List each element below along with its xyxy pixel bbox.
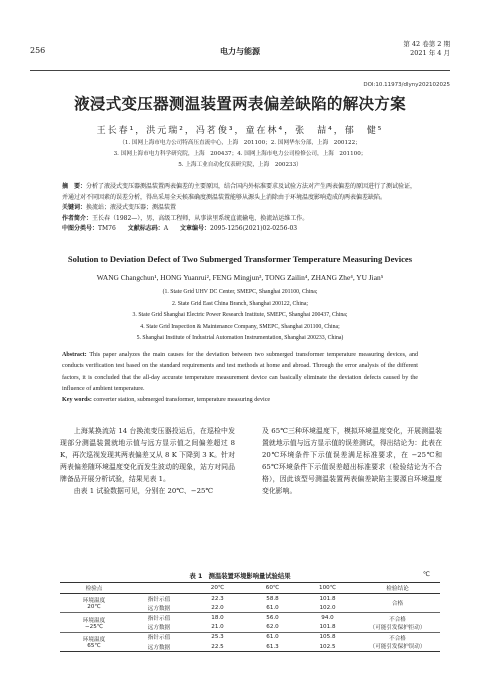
table-cell: 101.8 — [319, 595, 336, 602]
classification-row — [62, 224, 418, 235]
author-bio-label: 作者简介： — [62, 214, 93, 222]
table-cell: 61.0 — [266, 634, 279, 641]
table-cell: 94.0 — [321, 614, 334, 621]
table-cell: 102.0 — [300, 603, 355, 613]
results-table — [60, 582, 440, 652]
journal-name: 电力与能源 — [220, 47, 260, 56]
table-cell: 25.3 — [211, 634, 224, 641]
table-cell: 56.0 — [266, 614, 279, 621]
body-paragraph: 上海某换流站 14 台换流变压器投运后，在巡检中发现部分测温装置就地示值与远方显示值之间偏差超过 8 K，再次巡视发现其两表偏差又从 8 K 下降到 3 K。针对两表偏差随环境温度变化而发生波动的现象，站方对同品牌备品开展分析试验，结果见表 1。 — [60, 427, 235, 483]
keywords-zh-text: 换流站；液浸式变压器；测温装置 — [86, 204, 177, 211]
table-condition-cell: 环境温度 20℃ — [60, 594, 128, 613]
table-cell: 远方数据 — [128, 642, 190, 652]
table-cell: 18.0 — [211, 614, 224, 621]
table-row — [60, 613, 440, 623]
affiliation-line: 3. 国网上海市电力科学研究院，上海 200437；4. 国网上海市电力公司检修公司，上海 201100； — [113, 151, 367, 157]
table-cell: 22.5 — [190, 642, 245, 652]
body-column-left — [60, 425, 235, 497]
table-header-cell: 20℃ — [190, 583, 245, 594]
table-cell: 指针示值 — [147, 615, 171, 622]
table-cell: 61.3 — [245, 642, 300, 652]
table-header-row — [60, 583, 440, 594]
header-rule — [30, 70, 450, 71]
clc-code: 中图分类号：TM76 — [62, 225, 116, 232]
affiliation-line: 2. State Grid East China Branch, Shanghai 200122, China; — [171, 300, 309, 307]
abstract-en-text: This paper analyzes the main causes for the deviation between two submerged transformer temperature measuring devices, and conducts verification test based on the standard requirements and test methods at home and abroad. Through the error analysis of the different factors, it is concluded that the all-day accurate temperature measurement device can basically eliminate the deviation defects caused by the influence of ambient temperature. — [62, 352, 419, 392]
abstract-en-para — [62, 350, 418, 395]
issue-volume: 第 42 卷第 2 期 — [403, 40, 450, 48]
author-bio-zh — [62, 214, 418, 225]
keywords-en-text: converter station, submerged transformer, temperature measuring device — [93, 397, 271, 404]
abstract-zh-para — [62, 182, 418, 203]
affiliation-line: （1. 国网上海市电力公司特高压直流中心，上海 201100；2. 国网华东分部，上海 200122； — [119, 140, 361, 146]
doc-code: 文献标志码：A — [127, 225, 169, 232]
page-number: 256 — [30, 46, 46, 55]
table-cell: 远方数据 — [128, 603, 190, 613]
issue-date: 2021 年 4 月 — [410, 49, 450, 57]
table-cell: 远方数据 — [128, 623, 190, 633]
table-cell: 61.0 — [245, 603, 300, 613]
table-cell: 21.0 — [190, 623, 245, 633]
body-paragraph: 由表 1 试验数据可见，分别在 20℃、−25℃ — [73, 487, 214, 495]
body-column-right — [262, 425, 442, 497]
table-cell: 58.8 — [266, 595, 279, 602]
authors-en: WANG Changchun¹, HONG Yuanrui², FENG Mingjun³, TONG Zailin⁴, ZHANG Zhe⁴, YU Jian⁵ — [96, 273, 384, 282]
abstract-en — [62, 350, 418, 406]
table-condition-cell: 环境温度 65℃ — [60, 632, 128, 651]
table-caption: 表 1 测温装置环境影响量试验结果 — [189, 573, 291, 580]
table-header-cell: 60℃ — [245, 583, 300, 594]
keywords-en — [62, 395, 418, 406]
table-cell: 101.8 — [300, 623, 355, 633]
title-en: Solution to Deviation Defect of Two Submerged Transformer Temperature Measuring Devices — [67, 254, 413, 264]
affiliations-zh — [30, 138, 450, 171]
keywords-zh — [62, 203, 418, 214]
abstract-en-label: Abstract: — [62, 352, 87, 358]
affiliations-en — [30, 287, 450, 345]
affiliation-line: 5. Shanghai Institute of Industrial Automation Instrumentation, Shanghai 200233, China) — [136, 335, 344, 341]
table-row — [60, 594, 440, 604]
keywords-en-label: Key words: — [62, 397, 92, 404]
table-cell: 22.3 — [211, 595, 224, 602]
table-header-cell: 100℃ — [300, 583, 355, 594]
table-row — [60, 632, 440, 642]
table-header-cell: 检验结论 — [355, 583, 440, 594]
running-header — [30, 40, 450, 68]
affiliation-line: (1. State Grid UHV DC Center, SMEPC, Shanghai 201100, China; — [162, 289, 318, 295]
table-cell: 105.8 — [319, 634, 336, 641]
author-bio-text: 王长春（1982—），男，高级工程师，从事读里系统直流输电、换流站运维工作。 — [92, 214, 309, 222]
affiliation-line: 4. State Grid Inspection & Maintenance Company, SMEPC, Shanghai 201100, China; — [140, 323, 340, 330]
table-condition-cell: 环境温度 −25℃ — [60, 613, 128, 632]
table-header-cell: 检验点 — [60, 583, 128, 594]
title-zh: 液浸式变压器测温装置两表偏差缺陷的解决方案 — [74, 95, 406, 113]
abstract-zh-text: 分析了液浸式变压器测温装置两表偏差的主要原因，结合国内外标准要求及试验方法对产生两表偏差的原因进行了测试验证，并通过对不同因素的误差分析，得出采用全天候准确度测温装置能够从源头上消除由于环境温度影响造成的两表偏差缺陷。 — [62, 183, 417, 201]
table-conclusion-cell: 不合格 （可能引发保护误动） — [355, 632, 440, 651]
article-number: 文章编号：2095-1256(2021)02-0256-03 — [180, 225, 298, 232]
affiliation-line: 3. State Grid Shanghai Electric Power Research Institute, SMEPC, Shanghai 200437, China; — [132, 312, 348, 318]
table-conclusion-cell: 不合格 （可能引发保护拒动） — [355, 613, 440, 632]
table-cell: 指针示值 — [147, 596, 171, 603]
affiliation-line: 5. 上海工业自动化仪表研究院，上海 200233） — [178, 162, 302, 168]
table-cell: 22.0 — [190, 603, 245, 613]
abstract-zh-label: 摘 要： — [62, 183, 87, 190]
table-header-cell — [128, 583, 190, 594]
doi[interactable]: DOI:10.11973/dlyny202102025 — [363, 82, 450, 88]
body-paragraph: 及 65℃三种环境温度下，模拟环境温度变化，开展测温装置就地示值与远方显示值的误差测试，得出结论为：此表在 20℃环境条件下示值误差满足标准要求，在 −25℃和 65℃环境条件下示值误差超出标准要求（检验结论为不合格），因此该型号测温装置两表偏差缺陷主要源自环境温度变化影响。 — [262, 427, 442, 495]
abstract-zh — [62, 182, 418, 235]
table-cell: 指针示值 — [147, 635, 171, 642]
table-cell: 102.5 — [300, 642, 355, 652]
table-conclusion-cell: 合格 — [355, 594, 440, 613]
table-cell: 62.0 — [245, 623, 300, 633]
issue-info — [403, 40, 450, 58]
table-unit: ℃ — [422, 571, 430, 578]
keywords-zh-label: 关键词： — [62, 204, 87, 211]
authors-zh: 王长春¹，洪元瑞²，冯茗俊³，童在林⁴，张 喆⁴，郁 健⁵ — [96, 126, 384, 136]
